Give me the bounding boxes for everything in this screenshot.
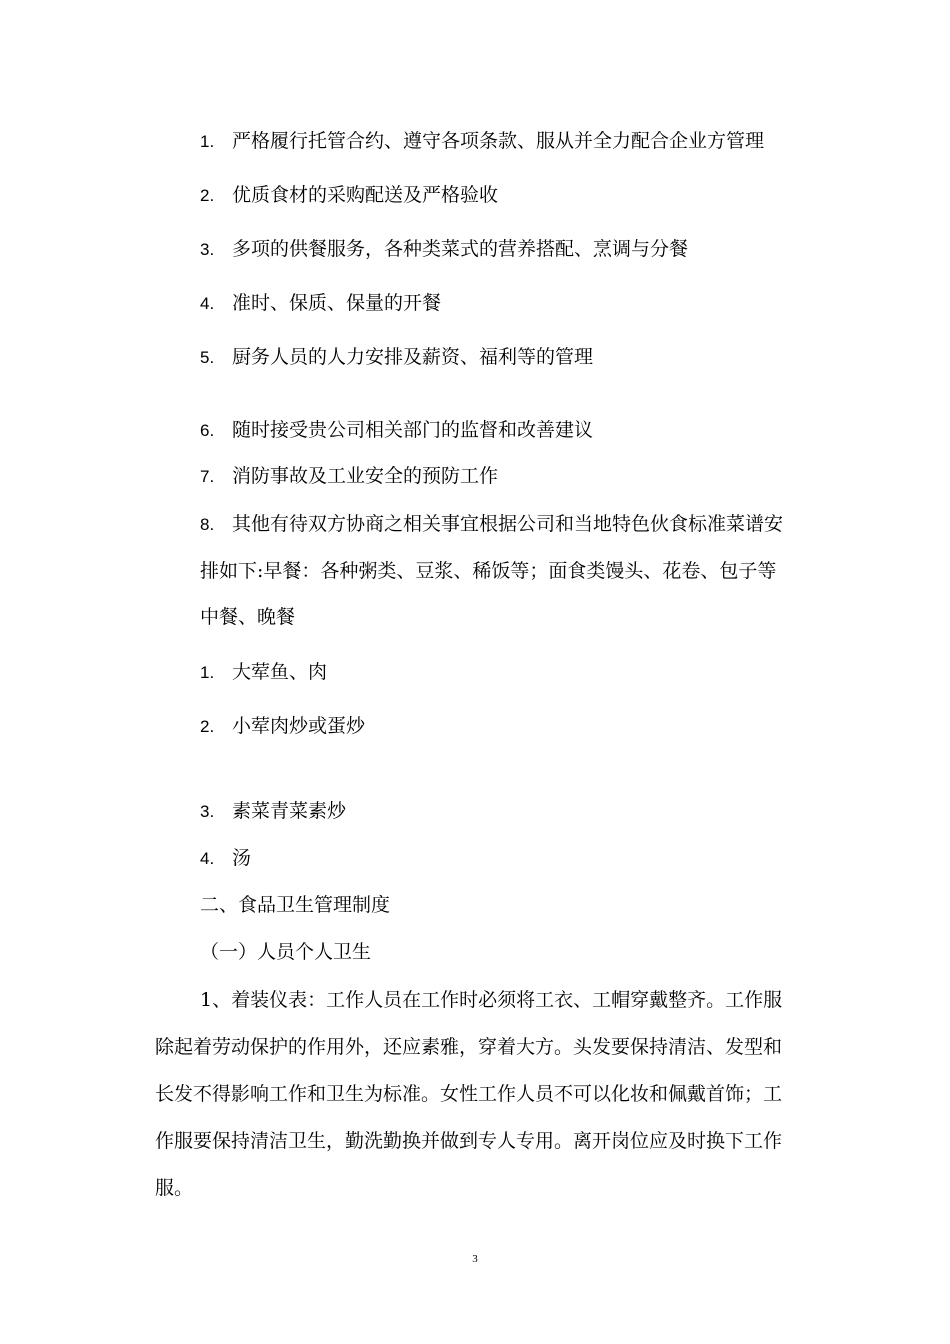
- list-number: 1.: [200, 663, 215, 682]
- list-number: 6.: [200, 421, 215, 440]
- list-number: 3.: [200, 240, 215, 259]
- list-text: 优质食材的采购配送及严格验收: [232, 184, 499, 206]
- list-item: [200, 237, 688, 262]
- list-item: [200, 291, 441, 316]
- list-number: 2.: [200, 186, 215, 205]
- list-text: 消防事故及工业安全的预防工作: [232, 465, 499, 487]
- list-text: 准时、保质、保量的开餐: [232, 292, 442, 314]
- paragraph-line: 作服要保持清洁卫生，勤洗勤换并做到专人专用。离开岗位应及时换下工作: [155, 1130, 783, 1152]
- list-number: 7.: [200, 467, 215, 486]
- list-text: 小荤肉炒或蛋炒: [232, 715, 366, 737]
- paragraph-line: 长发不得影响工作和卫生为标准。女性工作人员不可以化妆和佩戴首饰；工: [155, 1083, 783, 1105]
- list-item: [200, 799, 346, 824]
- list-item: [200, 512, 783, 537]
- paragraph-line: 1、着装仪表：工作人员在工作时必须将工衣、工帽穿戴整齐。工作服: [200, 989, 783, 1011]
- list-text: 多项的供餐服务，各种类菜式的营养搭配、烹调与分餐: [232, 238, 689, 260]
- paragraph-line: 除起着劳动保护的作用外，还应素雅，穿着大方。头发要保持清洁、发型和: [155, 1036, 783, 1058]
- list-number: 4.: [200, 849, 215, 868]
- list-number: 8.: [200, 515, 215, 534]
- subsection-heading: （一）人员个人卫生: [200, 941, 372, 963]
- list-text: 随时接受贵公司相关部门的监督和改善建议: [232, 419, 594, 441]
- list-number: 2.: [200, 717, 215, 736]
- list-number: 5.: [200, 348, 215, 367]
- list-item: [200, 660, 327, 685]
- list-item: [200, 464, 498, 489]
- list-item: [200, 345, 593, 370]
- list-text: 大荤鱼、肉: [232, 661, 328, 683]
- list-item-continuation: 中餐、晚餐: [200, 606, 296, 628]
- list-item: [200, 846, 251, 871]
- list-item-continuation: 排如下:早餐：各种粥类、豆浆、稀饭等；面食类馒头、花卷、包子等: [200, 560, 777, 582]
- list-text: 素菜青菜素炒: [232, 800, 347, 822]
- list-text: 其他有待双方协商之相关事宜根据公司和当地特色伙食标准菜谱安: [232, 513, 784, 535]
- list-item: [200, 714, 365, 739]
- list-number: 4.: [200, 294, 215, 313]
- section-heading: 二、食品卫生管理制度: [200, 894, 391, 916]
- list-text: 汤: [232, 847, 252, 869]
- list-text: 严格履行托管合约、遵守各项条款、服从并全力配合企业方管理: [232, 130, 765, 152]
- list-number: 3.: [200, 802, 215, 821]
- list-item: [200, 418, 593, 443]
- list-text: 厨务人员的人力安排及薪资、福利等的管理: [232, 346, 594, 368]
- paragraph-line: 服。: [155, 1177, 194, 1199]
- list-item: [200, 183, 498, 208]
- list-item: [200, 129, 764, 154]
- page-number: 3: [472, 1253, 478, 1265]
- list-number: 1.: [200, 132, 215, 151]
